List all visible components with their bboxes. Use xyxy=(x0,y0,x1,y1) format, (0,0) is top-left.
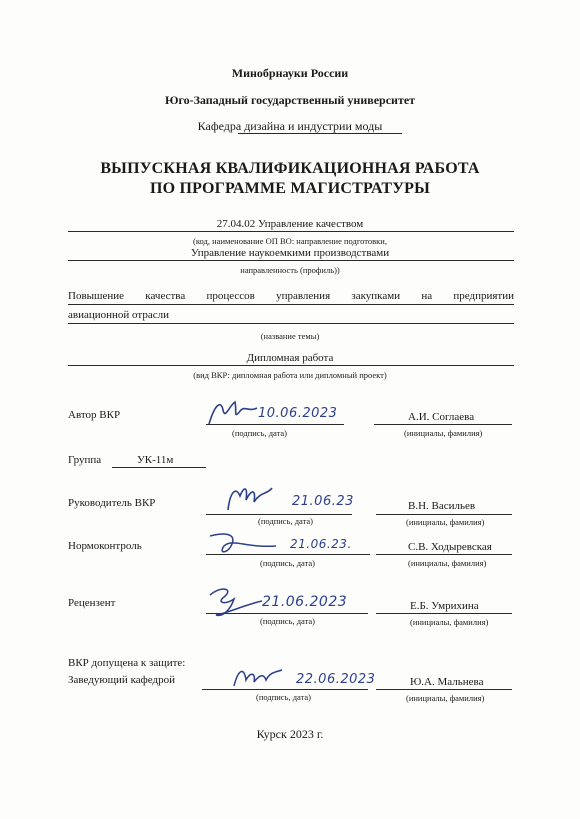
normcontrol-name: С.В. Ходыревская xyxy=(408,541,492,553)
profile-value: Управление наукоемкими производствами xyxy=(190,247,390,259)
author-name-caption: (инициалы, фамилия) xyxy=(404,428,483,438)
profile-line xyxy=(68,260,514,261)
author-sign-caption: (подпись, дата) xyxy=(232,428,288,438)
normcontrol-sign-caption: (подпись, дата) xyxy=(260,558,316,568)
author-label: Автор ВКР xyxy=(68,409,121,421)
admission-label: ВКР допущена к защите: xyxy=(68,657,186,669)
author-signature-icon xyxy=(205,398,265,430)
group-value: УК-11м xyxy=(137,454,174,466)
supervisor-date: 21.06.23 xyxy=(292,494,354,509)
topic-caption: (название темы) xyxy=(260,331,320,341)
reviewer-name-caption: (инициалы, фамилия) xyxy=(410,617,489,627)
reviewer-sign-caption: (подпись, дата) xyxy=(260,616,316,626)
department-name: Кафедра дизайна и индустрии моды xyxy=(197,119,383,133)
author-name-line xyxy=(374,424,512,425)
topic-line2-underline xyxy=(68,323,514,324)
normcontrol-label: Нормоконтроль xyxy=(68,540,142,552)
city-year: Курск 2023 г. xyxy=(256,727,324,741)
work-title-line1: ВЫПУСКНАЯ КВАЛИФИКАЦИОННАЯ РАБОТА xyxy=(100,160,480,177)
supervisor-label: Руководитель ВКР xyxy=(68,497,156,509)
head-name-line xyxy=(376,689,512,690)
supervisor-name-caption: (инициалы, фамилия) xyxy=(406,517,485,527)
normcontrol-name-caption: (инициалы, фамилия) xyxy=(408,558,487,568)
work-type-line xyxy=(68,365,514,366)
head-sign-caption: (подпись, дата) xyxy=(256,692,312,702)
topic-line2: авиационной отрасли xyxy=(68,309,169,321)
reviewer-name: Е.Б. Умрихина xyxy=(410,600,479,612)
work-title-line2: ПО ПРОГРАММЕ МАГИСТРАТУРЫ xyxy=(149,180,431,197)
group-line xyxy=(112,467,206,468)
head-name-caption: (инициалы, фамилия) xyxy=(406,693,485,703)
program-code-value: 27.04.02 Управление качеством xyxy=(216,218,364,230)
reviewer-signature-icon xyxy=(204,583,266,621)
reviewer-date: 21.06.2023 xyxy=(262,594,348,610)
reviewer-label: Рецензент xyxy=(68,597,116,609)
group-label: Группа xyxy=(68,454,102,466)
head-date: 22.06.2023 xyxy=(296,672,376,687)
work-type-value: Дипломная работа xyxy=(246,352,334,364)
program-code-line xyxy=(68,231,514,232)
supervisor-sign-caption: (подпись, дата) xyxy=(258,516,314,526)
program-code-caption: (код, наименование ОП ВО: направление подготовки, xyxy=(193,236,387,246)
topic-line1-underline xyxy=(68,304,514,305)
normcontrol-date: 21.06.23. xyxy=(290,537,352,551)
normcontrol-signature-icon xyxy=(206,528,280,562)
normcontrol-name-line xyxy=(376,554,512,555)
supervisor-name: В.Н. Васильев xyxy=(408,500,476,512)
ministry-name: Минобрнауки России xyxy=(231,66,349,80)
head-of-department-label: Заведующий кафедрой xyxy=(68,674,175,686)
head-name: Ю.А. Мальнева xyxy=(410,676,484,688)
department-underline xyxy=(238,133,402,134)
supervisor-name-line xyxy=(376,514,512,515)
head-signature-icon xyxy=(230,662,286,692)
topic-line1: Повышение качества процессов управления закупками на предприятии xyxy=(68,290,514,302)
supervisor-signature-icon xyxy=(222,482,276,516)
work-type-caption: (вид ВКР: дипломная работа или дипломный проект) xyxy=(193,370,387,380)
author-date: 10.06.2023 xyxy=(258,406,338,421)
profile-caption: направленность (профиль)) xyxy=(240,265,340,275)
university-name: Юго-Западный государственный университет xyxy=(164,93,416,107)
reviewer-name-line xyxy=(376,613,512,614)
author-name: А.И. Соглаева xyxy=(408,411,475,423)
